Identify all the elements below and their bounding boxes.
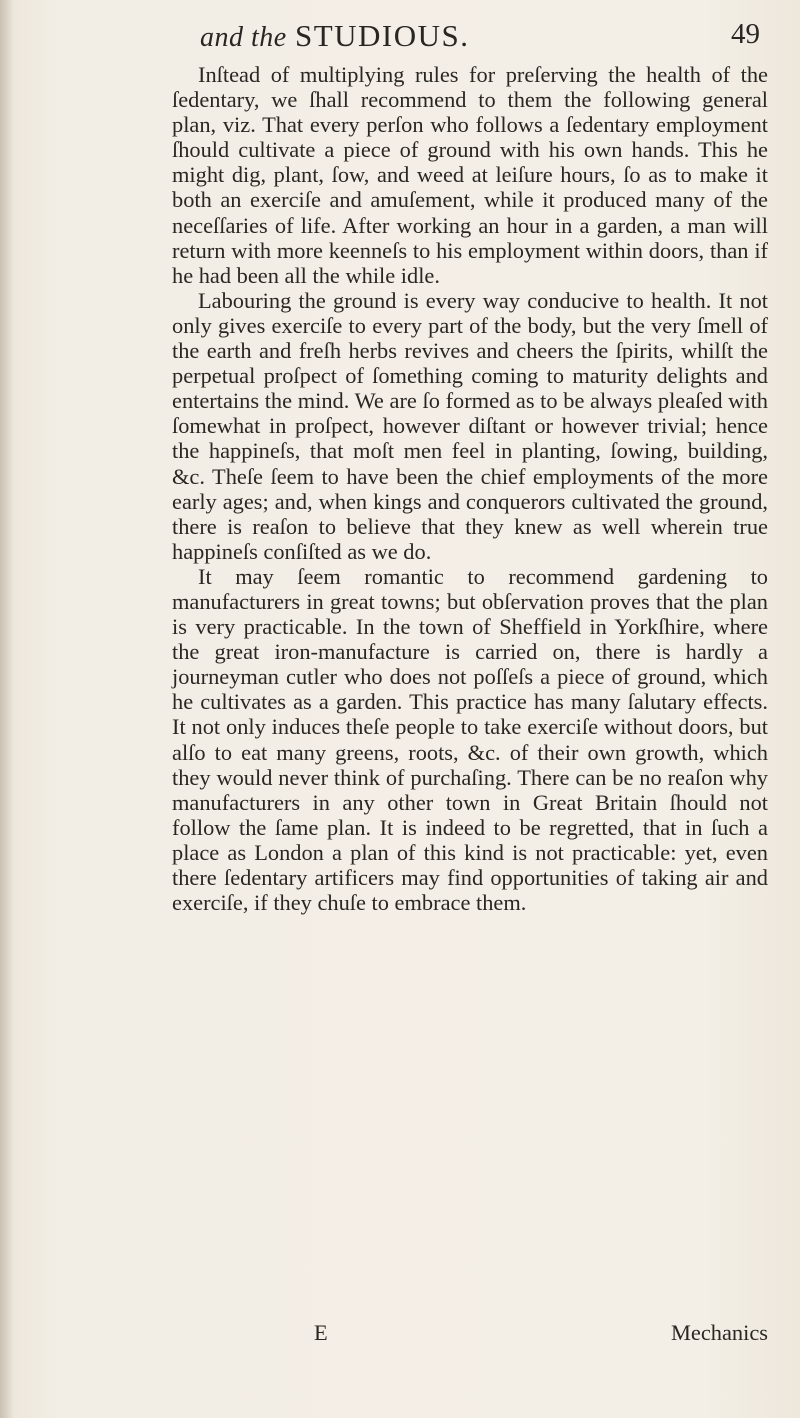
binding-shadow: [0, 0, 14, 1418]
page-header: [200, 18, 760, 68]
page-number: 49: [731, 18, 760, 50]
running-head: [200, 18, 470, 54]
catchword: Mechanics: [671, 1320, 768, 1345]
body-text: [172, 62, 768, 915]
running-head-caps: STUDIOUS.: [294, 18, 470, 53]
paragraph-gardening-plan: Inſtead of multiplying rules for preſerving the health of the ſedentary, we ſhall recommend to them the following general plan, viz. That every perſon who follows a ſedentary employment ſhould cultivate a piece of ground with his own hands. This he might dig, plant, ſow, and weed at leiſure hours, ſo as to make it both an exerciſe and amuſement, while it produced many of the neceſſaries of life. After working an hour in a garden, a man will return with more keenneſs to his employment within doors, than if he had been all the while idle.: [172, 62, 768, 288]
signature-mark: E: [314, 1320, 328, 1345]
page-footer: [172, 1320, 768, 1350]
paragraph-labouring-ground: Labouring the ground is every way conducive to health. It not only gives exerciſe to every part of the body, but the very ſmell of the earth and freſh herbs revives and cheers the ſpirits, whilſt the perpetual proſpect of ſomething coming to maturity delights and entertains the mind. We are ſo formed as to be always pleaſed with ſomewhat in proſpect, however diſtant or however trivial; hence the happineſs, that moſt men feel in planting, ſowing, building, &c. Theſe ſeem to have been the chief employments of the more early ages; and, when kings and conquerors cultivated the ground, there is reaſon to believe that they knew as well wherein true happineſs conſiſted as we do.: [172, 287, 768, 564]
paragraph-manufacturers: It may ſeem romantic to recommend gardening to manufacturers in great towns; but obſervation proves that the plan is very practicable. In the town of Sheffield in Yorkſhire, where the great iron-manufacture is carried on, there is hardly a journeyman cutler who does not poſſeſs a piece of ground, which he cultivates as a garden. This practice has many ſalutary effects. It not only induces theſe people to take exerciſe without doors, but alſo to eat many greens, roots, &c. of their own growth, which they would never think of purchaſing. There can be no reaſon why manufacturers in any other town in Great Britain ſhould not follow the ſame plan. It is indeed to be regretted, that in ſuch a place as London a plan of this kind is not practicable: yet, even there ſedentary artificers may find opportunities of taking air and exerciſe, if they chuſe to embrace them.: [172, 563, 768, 916]
running-head-italic: and the: [200, 22, 287, 53]
